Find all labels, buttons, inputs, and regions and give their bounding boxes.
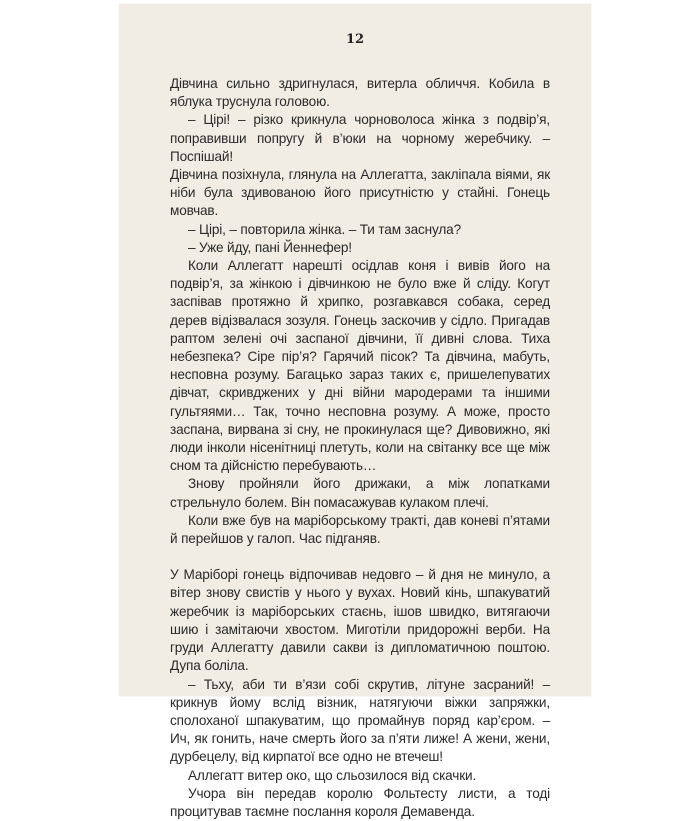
- paragraph: Дівчина сильно здригнулася, витерла обличчя. Кобила в яблука труснула головою.: [170, 76, 550, 110]
- paragraph: – Цірі! – різко крикнула чорноволоса жінка з подвір’я, поправивши попругу й в’юки на чорному жеребчику. – Поспішай!: [170, 112, 550, 164]
- paragraph: У Маріборі гонець відпочивав недовго – й дня не минуло, а вітер знову свистів у нього у вухах. Новий кінь, шпакуватий жеребчик із маріборських стаєнь, ішов швидко, витягаючи шию і замітаючи хвостом. Миготіли придорожні верби. На груди Аллегатту давили сакви із дипломатичною поштою. Дупа боліла.: [170, 567, 550, 674]
- page-number: 12: [345, 32, 365, 47]
- paragraph: Аллегатт витер око, що сльозилося від скачки.: [188, 767, 477, 783]
- paragraph: – Уже йду, пані Йеннефер!: [188, 239, 352, 255]
- body-text: [170, 75, 550, 821]
- paragraph: Учора він передав королю Фольтесту листи, а тоді процитував таємне послання короля Демавенда.: [170, 785, 550, 819]
- paragraph: Коли вже був на маріборському тракті, дав коневі п’ятами й перейшов у галоп. Час підганяв.: [170, 512, 550, 547]
- book-page: [119, 4, 591, 819]
- paragraph: Дівчина позіхнула, глянула на Аллегатта, закліпала віями, як ніби була здивованою його присутністю у стайні. Гонець мовчав.: [170, 167, 550, 219]
- paragraph: Коли Аллегатт нарешті осідлав коня і вивів його на подвір’я, за жінкою і дівчинкою не було вже й сліду. Когут заспівав протяжно й хрипко, розгавкався собака, серед дерев відізвалася зозуля. Гонець заскочив у сідло. Пригадав раптом зелені очі заспаної дівчини, її дивні слова. Тиха небезпека? Сіре пір’я? Гарячий пісок? Та дівчина, мабуть, несповна розуму. Багацько зараз таких є, пришелепуватих дівчат, скривджених у дні війни мародерами та іншими гультяями… Так, точно несповна розуму. А може, просто заспана, вирвана зі сну, не прокинулася ще? Дивовижно, які люди інколи нісенітниці плетуть, коли на світанку все ще між сном та дійсністю перебувають…: [170, 258, 550, 474]
- paragraph: – Цірі, – повторила жінка. – Ти там заснула?: [188, 221, 461, 237]
- paragraph: Знову пройняли його дрижаки, а між лопатками стрельнуло болем. Він помасажував кулаком плечі.: [170, 476, 550, 510]
- paragraph: – Тьху, аби ти в’язи собі скрутив, літуне засраний! – крикнув йому вслід візник, натягуючи віжки запряжки, сполоханої шпакуватим, що промайнув поряд кар’єром. – Ич, як гонить, наче смерть його за п’яти лиже! А жени, жени, дурбецелу, від кирпатої все одно не втечеш!: [170, 676, 550, 765]
